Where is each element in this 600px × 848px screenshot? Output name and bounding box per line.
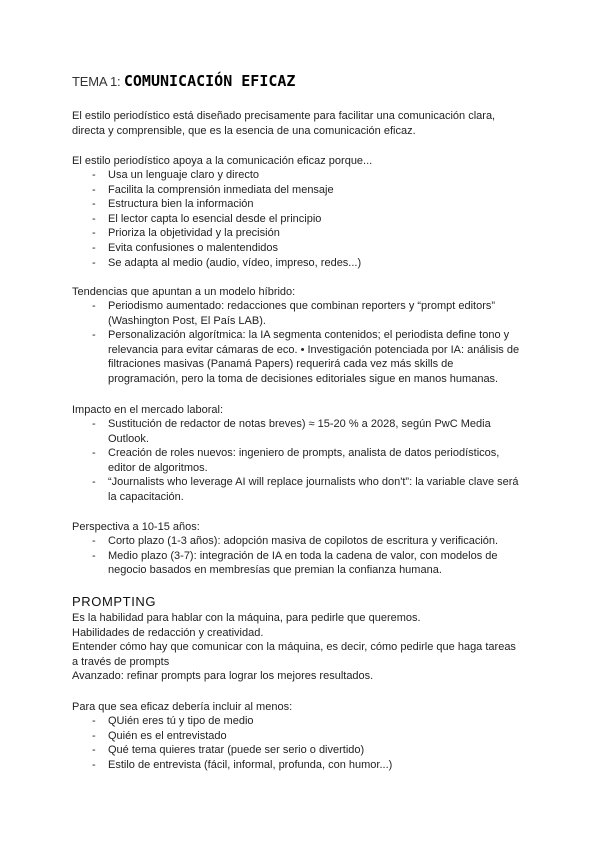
paragraph-line: Entender cómo hay que comunicar con la máquina, es decir, cómo pedirle que haga tareas — [72, 641, 516, 654]
list-item — [72, 475, 519, 504]
title-prefix: TEMA 1: — [72, 74, 124, 89]
incluir-list — [72, 714, 392, 772]
page-title — [72, 72, 295, 91]
list-item: - El lector capta lo esencial desde el principio — [72, 212, 361, 227]
paragraph-line: Es la habilidad para hablar con la máquina, para pedirle que queremos. — [72, 612, 421, 624]
list-item — [72, 549, 498, 578]
list-item: - Quién es el entrevistado — [72, 729, 392, 744]
list-item — [72, 328, 519, 386]
title-main: COMUNICACIÓN EFICAZ — [123, 72, 296, 90]
list-item-line: programación, pero la toma de decisiones editoriales sigue en manos humanas. — [108, 372, 499, 385]
perspectiva-list — [72, 534, 498, 578]
intro-line: directa y comprensible, que es la esencia de una comunicación eficaz. — [72, 125, 416, 137]
list-item-line: - Corto plazo (1-3 años): adopción masiva de copilotos de escritura y verificación. — [108, 535, 499, 547]
list-item-line: - Personalización algorítmica: la IA segmenta contenidos; el periodista define tono y — [108, 329, 510, 342]
list-item-line: - Periodismo aumentado: redacciones que combinan reporters y “prompt editors” — [108, 300, 496, 312]
list-item: - Se adapta al medio (audio, vídeo, impreso, redes...) — [72, 256, 361, 271]
apoya-heading: El estilo periodístico apoya a la comunicación eficaz porque... — [72, 155, 373, 167]
list-item — [72, 299, 519, 328]
perspectiva-heading: Perspectiva a 10-15 años: — [72, 521, 200, 533]
list-item-line: la capacitación. — [108, 490, 184, 503]
incluir-heading: Para que sea eficaz debería incluir al menos: — [72, 701, 293, 713]
list-item: - Facilita la comprensión inmediata del mensaje — [72, 183, 361, 198]
paragraph-line: Habilidades de redacción y creatividad. — [72, 626, 264, 639]
impacto-heading: Impacto en el mercado laboral: — [72, 404, 224, 416]
intro-paragraph — [72, 109, 495, 139]
list-item-line: negocio basados en membresías que premian la confianza humana. — [108, 564, 442, 577]
list-item-line: - Creación de roles nuevos: ingeniero de prompts, analista de datos periodísticos, — [108, 447, 500, 460]
list-item: - Evita confusiones o malentendidos — [72, 241, 361, 256]
list-item-line: (Washington Post, El País LAB). — [108, 314, 266, 327]
list-item: - Estilo de entrevista (fácil, informal, profunda, con humor...) — [72, 758, 392, 773]
paragraph-line: a través de prompts — [72, 655, 170, 668]
paragraph-line: Avanzado: refinar prompts para lograr los mejores resultados. — [72, 670, 374, 683]
list-item — [72, 446, 519, 475]
tendencias-heading: Tendencias que apuntan a un modelo híbrido: — [72, 286, 296, 298]
tendencias-list — [72, 299, 519, 387]
list-item-line: Outlook. — [108, 432, 149, 445]
list-item: - QUién eres tú y tipo de medio — [72, 714, 392, 729]
section-heading-prompting: PROMPTING — [72, 594, 157, 609]
intro-line: El estilo periodístico está diseñado precisamente para facilitar una comunicación clara, — [72, 110, 496, 122]
list-item-line: filtraciones masivas (Panamá Papers) requerirá cada vez más skills de — [108, 358, 454, 371]
list-item-line: - Sustitución de redactor de notas breves) ≈ 15-20 % a 2028, según PwC Media — [108, 418, 491, 430]
list-item — [72, 534, 498, 549]
apoya-list — [72, 168, 361, 270]
list-item: - Estructura bien la información — [72, 197, 361, 212]
list-item: - Prioriza la objetividad y la precisión — [72, 226, 361, 241]
list-item-line: editor de algoritmos. — [108, 461, 208, 474]
list-item: - Qué tema quieres tratar (puede ser serio o divertido) — [72, 743, 392, 758]
list-item-line: - Medio plazo (3-7): integración de IA en toda la cadena de valor, con modelos de — [108, 549, 498, 562]
list-item — [72, 417, 519, 446]
prompting-paragraph — [72, 611, 532, 684]
list-item-line: relevancia para evitar cámaras de eco. • Investigación potenciada por IA: análisis de — [108, 343, 520, 356]
list-item: - Usa un lenguaje claro y directo — [72, 168, 361, 183]
impacto-list — [72, 417, 519, 505]
list-item-line: - “Journalists who leverage AI will replace journalists who don't”: la variable clave será — [108, 476, 519, 489]
